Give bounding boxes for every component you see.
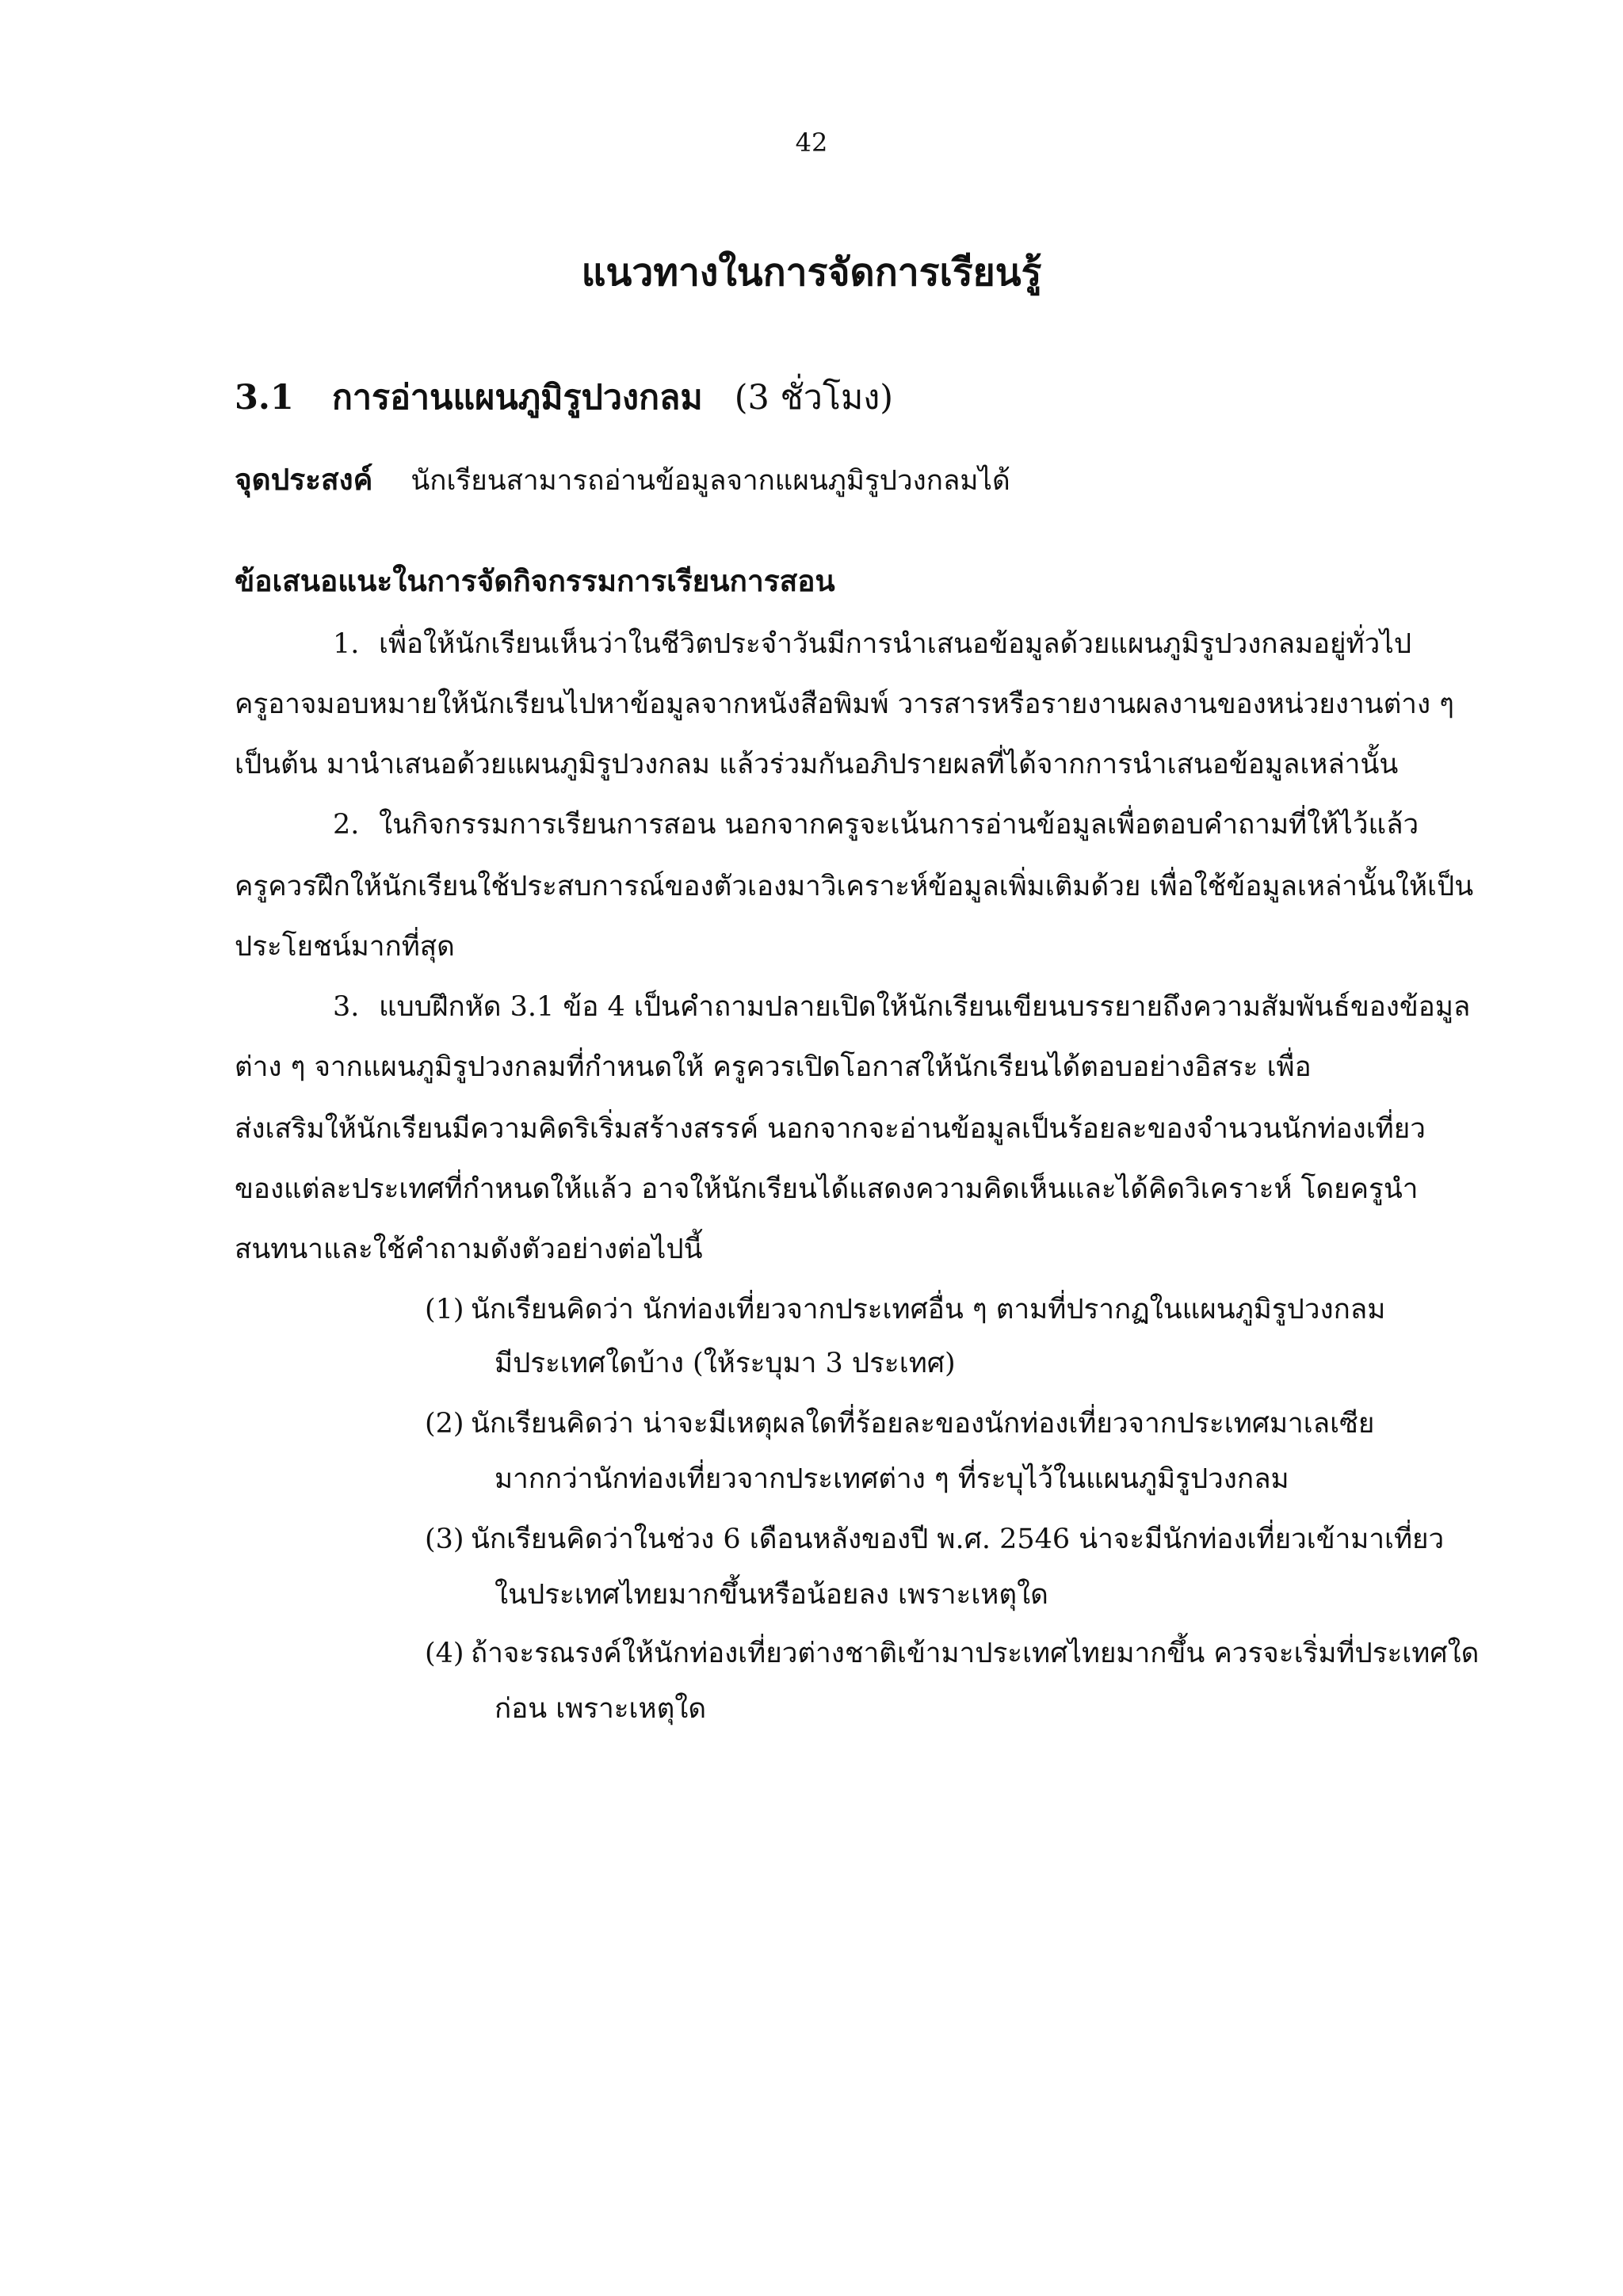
question-number: (2) xyxy=(425,1408,464,1440)
item-number: 1. xyxy=(333,628,360,660)
list-item xyxy=(333,987,1470,1027)
item-first-line: แบบฝึกหัด 3.1 ข้อ 4 เป็นคำถามปลายเปิดให้นักเรียนเขียนบรรยายถึงความสัมพันธ์ของข้อมูล xyxy=(379,991,1471,1023)
question-number: (3) xyxy=(425,1524,464,1555)
item-line: ครูควรฝึกให้นักเรียนใช้ประสบการณ์ของตัวเองมาวิเคราะห์ข้อมูลเพิ่มเติมด้วย เพื่อใช้ข้อมูลเหล่านั้นให้เป็น xyxy=(235,871,1474,902)
question-number: (4) xyxy=(425,1638,464,1669)
objective xyxy=(235,460,1010,501)
item-line: ของแต่ละประเทศที่กำหนดให้แล้ว อาจให้นักเรียนได้แสดงความคิดเห็นและได้คิดวิเคราะห์ โดยครูนำ xyxy=(235,1173,1419,1205)
section-hours: (3 ชั่วโมง) xyxy=(734,378,894,418)
item-line: ส่งเสริมให้นักเรียนมีความคิดริเริ่มสร้างสรรค์ นอกจากจะอ่านข้อมูลเป็นร้อยละของจำนวนนักท่องเที่ยว xyxy=(235,1113,1426,1145)
question-line: มีประเทศใดบ้าง (ให้ระบุมา 3 ประเทศ) xyxy=(495,1348,956,1379)
question-line: มากกว่านักท่องเที่ยวจากประเทศต่าง ๆ ที่ระบุไว้ในแผนภูมิรูปวงกลม xyxy=(495,1463,1289,1495)
question-line: นักเรียนคิดว่า น่าจะมีเหตุผลใดที่ร้อยละของนักท่องเที่ยวจากประเทศมาเลเซีย xyxy=(471,1408,1375,1440)
section-heading xyxy=(235,374,893,421)
item-line: สนทนาและใช้คำถามดังตัวอย่างต่อไปนี้ xyxy=(235,1234,703,1265)
question-item xyxy=(425,1290,1385,1329)
item-first-line: ในกิจกรรมการเรียนการสอน นอกจากครูจะเน้นการอ่านข้อมูลเพื่อตอบคำถามที่ให้ไว้แล้ว xyxy=(379,809,1419,841)
section-title: การอ่านแผนภูมิรูปวงกลม xyxy=(331,378,703,418)
question-item xyxy=(425,1404,1374,1444)
page-number: 42 xyxy=(795,128,828,158)
item-number: 2. xyxy=(333,809,360,841)
item-number: 3. xyxy=(333,991,360,1023)
question-line: ถ้าจะรณรงค์ให้นักท่องเที่ยวต่างชาติเข้ามาประเทศไทยมากขึ้น ควรจะเริ่มที่ประเทศใด xyxy=(471,1638,1480,1669)
list-item xyxy=(333,805,1419,845)
question-line: ในประเทศไทยมากขึ้นหรือน้อยลง เพราะเหตุใด xyxy=(495,1579,1048,1611)
chapter-title: แนวทางในการจัดการเรียนรู้ xyxy=(581,250,1042,295)
question-line: นักเรียนคิดว่าในช่วง 6 เดือนหลังของปี พ.ศ. 2546 น่าจะมีนักท่องเที่ยวเข้ามาเที่ยว xyxy=(471,1524,1445,1555)
item-line: ครูอาจมอบหมายให้นักเรียนไปหาข้อมูลจากหนังสือพิมพ์ วารสารหรือรายงานผลงานของหน่วยงานต่าง ๆ xyxy=(235,688,1454,720)
question-line: นักเรียนคิดว่า นักท่องเที่ยวจากประเทศอื่น ๆ ตามที่ปรากฏในแผนภูมิรูปวงกลม xyxy=(471,1294,1386,1325)
objective-text: นักเรียนสามารถอ่านข้อมูลจากแผนภูมิรูปวงกลมได้ xyxy=(411,465,1010,497)
section-number: 3.1 xyxy=(235,378,294,418)
item-first-line: เพื่อให้นักเรียนเห็นว่าในชีวิตประจำวันมีการนำเสนอข้อมูลด้วยแผนภูมิรูปวงกลมอยู่ทั่วไป xyxy=(379,628,1412,660)
question-number: (1) xyxy=(425,1294,464,1325)
question-line: ก่อน เพราะเหตุใด xyxy=(495,1693,707,1725)
item-line: เป็นต้น มานำเสนอด้วยแผนภูมิรูปวงกลม แล้วร่วมกันอภิปรายผลที่ได้จากการนำเสนอข้อมูลเหล่านั้น xyxy=(235,749,1399,780)
suggestions-heading: ข้อเสนอแนะในการจัดกิจกรรมการเรียนการสอน xyxy=(235,563,835,598)
item-line: ประโยชน์มากที่สุด xyxy=(235,931,455,963)
objective-label: จุดประสงค์ xyxy=(235,462,373,497)
item-line: ต่าง ๆ จากแผนภูมิรูปวงกลมที่กำหนดให้ ครูควรเปิดโอกาสให้นักเรียนได้ตอบอย่างอิสระ เพื่อ xyxy=(235,1051,1312,1083)
list-item xyxy=(333,624,1411,664)
question-item xyxy=(425,1520,1444,1559)
question-item xyxy=(425,1634,1479,1673)
